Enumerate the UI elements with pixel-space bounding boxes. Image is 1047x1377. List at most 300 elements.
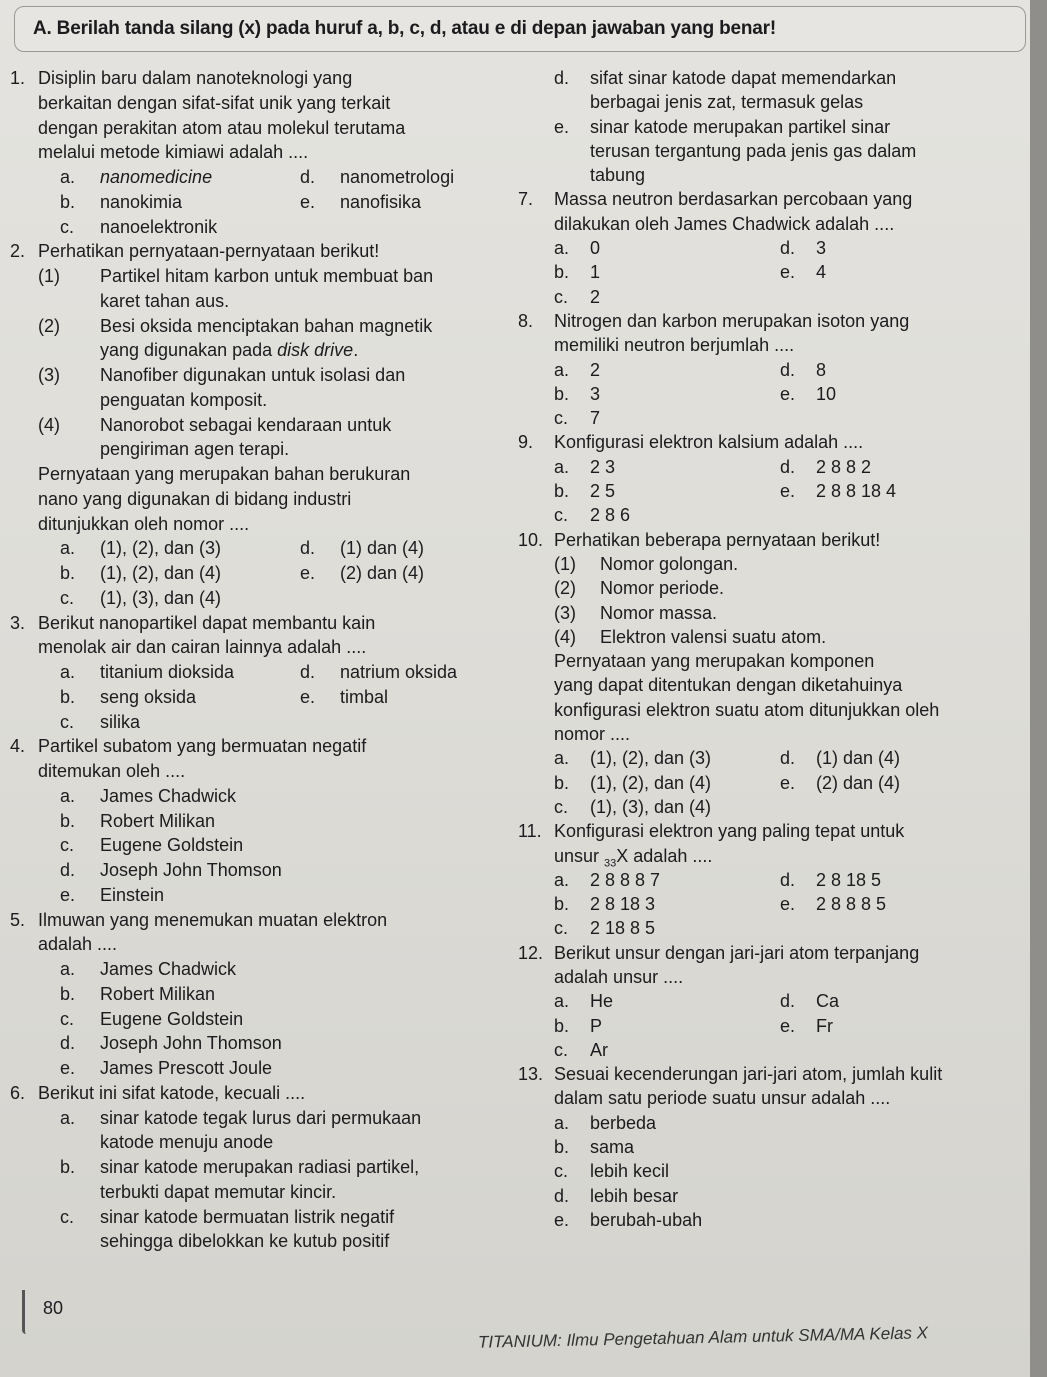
item-text: sinar katode merupakan partikel sinar bbox=[590, 116, 891, 137]
text-line bbox=[518, 260, 1018, 284]
item-label: e. bbox=[60, 884, 76, 905]
item-label: a. bbox=[554, 1112, 570, 1133]
item-text: (1), (2), dan (3) bbox=[590, 748, 712, 769]
left-column bbox=[10, 66, 510, 1254]
text-line bbox=[518, 1159, 1018, 1183]
text-line bbox=[10, 883, 510, 908]
item-text: Konfigurasi elektron yang paling tepat untuk bbox=[554, 821, 905, 842]
item-text: sehingga dibelokkan ke kutub positif bbox=[100, 1231, 390, 1252]
item-label: b. bbox=[60, 983, 76, 1004]
option-label: e. bbox=[780, 772, 796, 793]
item-text: Berikut ini sifat katode, kecuali .... bbox=[38, 1082, 306, 1103]
item-text: dalam satu periode suatu unsur adalah .... bbox=[554, 1088, 891, 1109]
text-line bbox=[518, 382, 1018, 406]
text-line bbox=[518, 1062, 1018, 1086]
item-text: 1 bbox=[590, 262, 601, 283]
item-text: yang dapat ditentukan dengan diketahuinya bbox=[554, 675, 903, 696]
item-label: a. bbox=[554, 748, 570, 769]
text-line bbox=[10, 759, 510, 784]
item-label: a. bbox=[554, 991, 570, 1012]
text-line bbox=[518, 1184, 1018, 1208]
text-part: X adalah .... bbox=[616, 845, 713, 866]
item-text: 2 3 bbox=[590, 456, 616, 477]
item-label: 7. bbox=[518, 189, 534, 210]
item-label: a. bbox=[554, 456, 570, 477]
item-label: (2) bbox=[554, 578, 576, 599]
item-label: (1) bbox=[38, 266, 60, 286]
text-line bbox=[10, 487, 510, 512]
item-text: lebih besar bbox=[590, 1185, 679, 1206]
item-text: Nitrogen dan karbon merupakan isoton yang bbox=[554, 310, 910, 331]
item-text: yang digunakan pada disk drive. bbox=[100, 340, 359, 361]
text-line bbox=[518, 795, 1018, 819]
item-text: (1), (3), dan (4) bbox=[100, 587, 222, 608]
item-text: katode menuju anode bbox=[100, 1132, 274, 1153]
item-label: 13. bbox=[518, 1064, 544, 1085]
text-line bbox=[10, 165, 510, 190]
option-text: (2) dan (4) bbox=[340, 563, 425, 583]
text-line bbox=[10, 1106, 510, 1131]
item-label: c. bbox=[554, 408, 569, 429]
text-line bbox=[518, 115, 1018, 139]
item-text: Nomor golongan. bbox=[600, 553, 739, 574]
item-label: 6. bbox=[10, 1082, 26, 1103]
item-label: b. bbox=[60, 563, 76, 583]
item-text: sifat sinar katode dapat memendarkan bbox=[590, 68, 897, 88]
item-text: dengan perakitan atom atau molekul terutama bbox=[38, 117, 406, 138]
text-line bbox=[10, 1180, 510, 1205]
item-label: a. bbox=[554, 238, 570, 259]
text-line bbox=[518, 552, 1018, 576]
text-line bbox=[10, 1031, 510, 1056]
item-label: (3) bbox=[38, 365, 60, 385]
option-text: 2 8 8 8 5 bbox=[816, 894, 887, 915]
text-line bbox=[518, 139, 1018, 163]
item-label: b. bbox=[554, 772, 570, 793]
item-label: 10. bbox=[518, 529, 544, 550]
item-text: pengiriman agen terapi. bbox=[100, 439, 290, 460]
item-text: Besi oksida menciptakan bahan magnetik bbox=[100, 315, 433, 336]
item-text: Eugene Goldstein bbox=[100, 1008, 244, 1029]
item-label: b. bbox=[554, 383, 570, 404]
item-label: a. bbox=[60, 1107, 76, 1128]
item-label: (4) bbox=[554, 626, 576, 647]
text-line bbox=[10, 611, 510, 636]
text-line bbox=[518, 673, 1018, 697]
item-label: c. bbox=[60, 1008, 75, 1029]
text-line bbox=[10, 91, 510, 116]
text-line bbox=[518, 844, 1018, 868]
option-label: d. bbox=[780, 238, 796, 259]
text-line bbox=[518, 1135, 1018, 1159]
item-label: (2) bbox=[38, 315, 60, 336]
option-label: e. bbox=[780, 481, 796, 502]
item-label: b. bbox=[554, 481, 570, 502]
option-label: e. bbox=[780, 894, 796, 915]
item-text: Partikel subatom yang bermuatan negatif bbox=[38, 736, 367, 757]
item-text: sinar katode bermuatan listrik negatif bbox=[100, 1206, 395, 1227]
option-label: e. bbox=[300, 563, 316, 583]
right-column bbox=[518, 66, 1018, 1232]
item-label: b. bbox=[60, 1157, 76, 1177]
item-text: Nomor massa. bbox=[600, 602, 718, 623]
text-line bbox=[518, 916, 1018, 940]
item-text: Robert Milikan bbox=[100, 810, 216, 831]
text-line bbox=[10, 116, 510, 141]
page-number-box bbox=[22, 1290, 89, 1334]
text-line bbox=[518, 285, 1018, 309]
text-line bbox=[10, 140, 510, 165]
text-line bbox=[518, 698, 1018, 722]
text-line bbox=[10, 660, 510, 685]
item-text: sama bbox=[590, 1137, 635, 1158]
text-line bbox=[10, 710, 510, 735]
text-line bbox=[10, 858, 510, 883]
item-label: b. bbox=[60, 810, 76, 831]
text-line bbox=[518, 1208, 1018, 1232]
item-label: b. bbox=[60, 191, 76, 212]
text-line bbox=[10, 437, 510, 462]
item-text: Perhatikan pernyataan-pernyataan berikut! bbox=[38, 241, 380, 262]
item-text: Massa neutron berdasarkan percobaan yang bbox=[554, 189, 913, 210]
item-text: 0 bbox=[590, 238, 601, 259]
item-label: 1. bbox=[10, 68, 26, 88]
text-line bbox=[10, 957, 510, 982]
option-text: Ca bbox=[816, 991, 840, 1012]
item-label: d. bbox=[60, 1033, 76, 1054]
item-text: berkaitan dengan sifat-sifat unik yang terkait bbox=[38, 92, 391, 113]
option-text: nanometrologi bbox=[340, 167, 455, 187]
option-label: d. bbox=[300, 538, 316, 559]
text-line bbox=[10, 1155, 510, 1180]
item-label: c. bbox=[60, 835, 75, 856]
item-text: James Chadwick bbox=[100, 785, 237, 806]
option-text: 2 8 18 5 bbox=[816, 869, 882, 890]
item-text: Joseph John Thomson bbox=[100, 1033, 282, 1054]
item-label: d. bbox=[554, 1185, 570, 1206]
item-text: nanokimia bbox=[100, 191, 183, 212]
item-label: 2. bbox=[10, 241, 26, 262]
item-label: b. bbox=[554, 1137, 570, 1158]
text-line bbox=[518, 868, 1018, 892]
item-label: c. bbox=[60, 1206, 75, 1227]
item-text: adalah unsur .... bbox=[554, 966, 684, 987]
item-text: ditunjukkan oleh nomor .... bbox=[38, 513, 250, 534]
item-label: b. bbox=[554, 1015, 570, 1036]
item-text: (1), (2), dan (3) bbox=[100, 538, 222, 559]
item-text: ditemukan oleh .... bbox=[38, 761, 186, 781]
item-label: c. bbox=[554, 918, 569, 939]
item-text: Joseph John Thomson bbox=[100, 860, 282, 880]
page-number: 80 bbox=[43, 1298, 64, 1318]
text-line bbox=[10, 462, 510, 487]
option-label: d. bbox=[300, 662, 316, 682]
book-footer: TITANIUM: Ilmu Pengetahuan Alam untuk SMA/MA Kelas X bbox=[477, 1323, 929, 1352]
text-line bbox=[518, 358, 1018, 382]
item-text: 2 8 6 bbox=[590, 505, 631, 526]
text-line bbox=[10, 190, 510, 215]
item-text: Pernyataan yang merupakan komponen bbox=[554, 651, 875, 672]
item-label: b. bbox=[554, 894, 570, 915]
text-line bbox=[10, 314, 510, 339]
option-text: (1) dan (4) bbox=[340, 538, 425, 559]
item-text: melalui metode kimiawi adalah .... bbox=[38, 142, 309, 163]
item-label: 12. bbox=[518, 942, 544, 963]
option-text: (1) dan (4) bbox=[816, 748, 901, 769]
item-text: 2 18 8 5 bbox=[590, 918, 656, 939]
text-line bbox=[518, 236, 1018, 260]
item-text: Ar bbox=[590, 1039, 608, 1060]
item-text: James Prescott Joule bbox=[100, 1058, 273, 1078]
option-text: 10 bbox=[816, 383, 837, 404]
page-edge bbox=[1030, 0, 1047, 1377]
text-line bbox=[518, 90, 1018, 114]
item-label: 5. bbox=[10, 909, 26, 930]
text-line bbox=[518, 503, 1018, 527]
item-label: (4) bbox=[38, 414, 60, 435]
item-text: Perhatikan beberapa pernyataan berikut! bbox=[554, 529, 881, 550]
option-label: d. bbox=[780, 991, 796, 1012]
item-label: b. bbox=[554, 262, 570, 283]
option-text: timbal bbox=[340, 686, 389, 707]
item-text: seng oksida bbox=[100, 686, 197, 707]
text-line bbox=[10, 685, 510, 710]
option-text: Fr bbox=[816, 1015, 833, 1036]
text-line bbox=[518, 430, 1018, 454]
option-label: e. bbox=[780, 1015, 796, 1036]
item-text: nomor .... bbox=[554, 724, 631, 745]
text-line bbox=[10, 363, 510, 388]
text-line bbox=[518, 989, 1018, 1013]
text-line bbox=[518, 941, 1018, 965]
text-line bbox=[518, 625, 1018, 649]
option-text: natrium oksida bbox=[340, 662, 458, 682]
item-label: a. bbox=[60, 167, 76, 187]
item-text: Einstein bbox=[100, 884, 165, 905]
text-line bbox=[10, 1007, 510, 1032]
option-label: e. bbox=[780, 262, 796, 283]
text-line bbox=[518, 333, 1018, 357]
item-text: (1), (3), dan (4) bbox=[590, 796, 712, 817]
item-text: Konfigurasi elektron kalsium adalah .... bbox=[554, 432, 864, 453]
item-label: c. bbox=[554, 286, 569, 307]
item-text: Disiplin baru dalam nanoteknologi yang bbox=[38, 68, 353, 88]
item-text: Robert Milikan bbox=[100, 983, 216, 1004]
option-text: 8 bbox=[816, 359, 827, 380]
item-text: terusan tergantung pada jenis gas dalam bbox=[590, 140, 917, 161]
item-label: a. bbox=[60, 662, 76, 682]
option-label: d. bbox=[780, 869, 796, 890]
item-text: tabung bbox=[590, 165, 646, 186]
item-text: James Chadwick bbox=[100, 959, 237, 979]
item-label: b. bbox=[60, 686, 76, 707]
item-text: Elektron valensi suatu atom. bbox=[600, 626, 827, 647]
item-text: 2 8 8 8 7 bbox=[590, 869, 661, 890]
text-line bbox=[10, 264, 510, 289]
text-line bbox=[10, 932, 510, 957]
option-label: e. bbox=[300, 191, 316, 212]
item-label: e. bbox=[60, 1058, 76, 1078]
text-line bbox=[10, 908, 510, 933]
item-text: dilakukan oleh James Chadwick adalah .... bbox=[554, 213, 895, 234]
item-label: d. bbox=[554, 68, 570, 88]
text-line bbox=[10, 809, 510, 834]
text-line bbox=[518, 66, 1018, 90]
option-label: d. bbox=[300, 167, 316, 187]
item-text: 2 bbox=[590, 286, 601, 307]
text-line bbox=[10, 586, 510, 611]
option-label: d. bbox=[780, 456, 796, 477]
item-label: a. bbox=[60, 785, 76, 806]
item-text: Ilmuwan yang menemukan muatan elektron bbox=[38, 909, 388, 930]
item-label: c. bbox=[60, 216, 75, 237]
item-label: c. bbox=[60, 587, 75, 608]
text-line bbox=[518, 576, 1018, 600]
text-line bbox=[10, 635, 510, 660]
text-line bbox=[518, 649, 1018, 673]
text-line bbox=[518, 309, 1018, 333]
text-line bbox=[518, 722, 1018, 746]
option-text: 3 bbox=[816, 238, 827, 259]
text-line bbox=[10, 512, 510, 537]
item-label: 11. bbox=[518, 821, 542, 842]
item-label: c. bbox=[554, 1161, 569, 1182]
item-text: lebih kecil bbox=[590, 1161, 670, 1182]
item-text: konfigurasi elektron suatu atom ditunjukkan oleh bbox=[554, 699, 940, 720]
option-label: d. bbox=[780, 748, 796, 769]
item-text: titanium dioksida bbox=[100, 662, 235, 682]
text-line bbox=[10, 561, 510, 586]
item-label: e. bbox=[554, 1209, 570, 1230]
option-label: e. bbox=[780, 383, 796, 404]
text-line bbox=[10, 289, 510, 314]
item-text: berbagai jenis zat, termasuk gelas bbox=[590, 92, 864, 113]
option-text: 2 8 8 2 bbox=[816, 456, 872, 477]
item-text: penguatan komposit. bbox=[100, 389, 268, 410]
text-line bbox=[10, 239, 510, 264]
option-text: (2) dan (4) bbox=[816, 772, 901, 793]
item-text: sinar katode merupakan radiasi partikel, bbox=[100, 1157, 420, 1177]
text-line bbox=[10, 1081, 510, 1106]
item-text: He bbox=[590, 991, 614, 1012]
text-line bbox=[518, 187, 1018, 211]
text-line bbox=[10, 1056, 510, 1081]
text-line bbox=[518, 455, 1018, 479]
item-label: a. bbox=[554, 869, 570, 890]
text-line bbox=[518, 892, 1018, 916]
text-line bbox=[10, 1130, 510, 1155]
text-line bbox=[518, 746, 1018, 770]
item-text: Nomor periode. bbox=[600, 578, 725, 599]
item-text: (1), (2), dan (4) bbox=[590, 772, 712, 793]
text-line bbox=[518, 819, 1018, 843]
item-label: c. bbox=[554, 1039, 569, 1060]
item-text: berbeda bbox=[590, 1112, 657, 1133]
text-line bbox=[518, 1014, 1018, 1038]
item-label: a. bbox=[60, 538, 76, 559]
item-label: 9. bbox=[518, 432, 534, 453]
item-text: sinar katode tegak lurus dari permukaan bbox=[100, 1107, 422, 1128]
item-label: d. bbox=[60, 860, 76, 880]
item-text: berubah-ubah bbox=[590, 1209, 703, 1230]
text-line bbox=[10, 734, 510, 759]
item-text: Berikut unsur dengan jari-jari atom terpanjang bbox=[554, 942, 920, 963]
item-label: 3. bbox=[10, 612, 26, 633]
item-text: Nanofiber digunakan untuk isolasi dan bbox=[100, 365, 406, 385]
item-text: 2 5 bbox=[590, 481, 616, 502]
instruction-box bbox=[14, 6, 1026, 52]
text-line bbox=[518, 771, 1018, 795]
text-line bbox=[518, 528, 1018, 552]
text-line bbox=[518, 163, 1018, 187]
text-line bbox=[10, 388, 510, 413]
text-line bbox=[10, 66, 510, 91]
item-text: nano yang digunakan di bidang industri bbox=[38, 488, 352, 509]
item-text: Nanorobot sebagai kendaraan untuk bbox=[100, 414, 392, 435]
item-text: nanoelektronik bbox=[100, 216, 218, 237]
item-label: e. bbox=[554, 116, 570, 137]
text-line bbox=[10, 413, 510, 438]
text-line bbox=[518, 1086, 1018, 1110]
option-text: 4 bbox=[816, 262, 827, 283]
item-label: 8. bbox=[518, 310, 534, 331]
text-line bbox=[518, 965, 1018, 989]
text-line bbox=[10, 1229, 510, 1254]
item-label: c. bbox=[554, 505, 569, 526]
item-text: silika bbox=[100, 711, 141, 732]
item-text: Sesuai kecenderungan jari-jari atom, jumlah kulit bbox=[554, 1064, 943, 1085]
text-line bbox=[518, 601, 1018, 625]
item-text: P bbox=[590, 1015, 603, 1036]
item-text: memiliki neutron berjumlah .... bbox=[554, 335, 795, 356]
text-line bbox=[10, 215, 510, 240]
text-line bbox=[10, 784, 510, 809]
text-line bbox=[10, 1205, 510, 1230]
option-label: e. bbox=[300, 686, 316, 707]
text-line bbox=[518, 1111, 1018, 1135]
item-text: nanomedicine bbox=[100, 167, 213, 187]
item-label: c. bbox=[60, 711, 75, 732]
item-text: 2 8 18 3 bbox=[590, 894, 656, 915]
text-line bbox=[10, 536, 510, 561]
option-text: 2 8 8 18 4 bbox=[816, 481, 897, 502]
instruction-text: A. Berilah tanda silang (x) pada huruf a, b, c, d, atau e di depan jawaban yang benar! bbox=[33, 18, 776, 39]
item-label: 4. bbox=[10, 736, 26, 757]
text-line bbox=[10, 982, 510, 1007]
item-text: 3 bbox=[590, 383, 601, 404]
text-part: unsur bbox=[554, 845, 605, 866]
item-label: a. bbox=[60, 959, 76, 979]
item-text: 2 bbox=[590, 359, 601, 380]
subscript: 33 bbox=[604, 857, 617, 870]
item-label: a. bbox=[554, 359, 570, 380]
item-text: (1), (2), dan (4) bbox=[100, 563, 222, 583]
item-text: Berikut nanopartikel dapat membantu kain bbox=[38, 612, 376, 633]
text-line bbox=[10, 338, 510, 363]
item-text: Pernyataan yang merupakan bahan berukuran bbox=[38, 464, 411, 484]
item-label: (1) bbox=[554, 553, 576, 574]
item-text: Eugene Goldstein bbox=[100, 835, 244, 856]
item-label: (3) bbox=[554, 602, 576, 623]
item-text: adalah .... bbox=[38, 934, 118, 955]
item-text: terbukti dapat memutar kincir. bbox=[100, 1181, 337, 1202]
text-line bbox=[518, 406, 1018, 430]
option-text: nanofisika bbox=[340, 191, 422, 212]
item-text: Partikel hitam karbon untuk membuat ban bbox=[100, 266, 434, 286]
text-line bbox=[518, 479, 1018, 503]
item-label: c. bbox=[554, 796, 569, 817]
item-text: menolak air dan cairan lainnya adalah .... bbox=[38, 637, 367, 658]
